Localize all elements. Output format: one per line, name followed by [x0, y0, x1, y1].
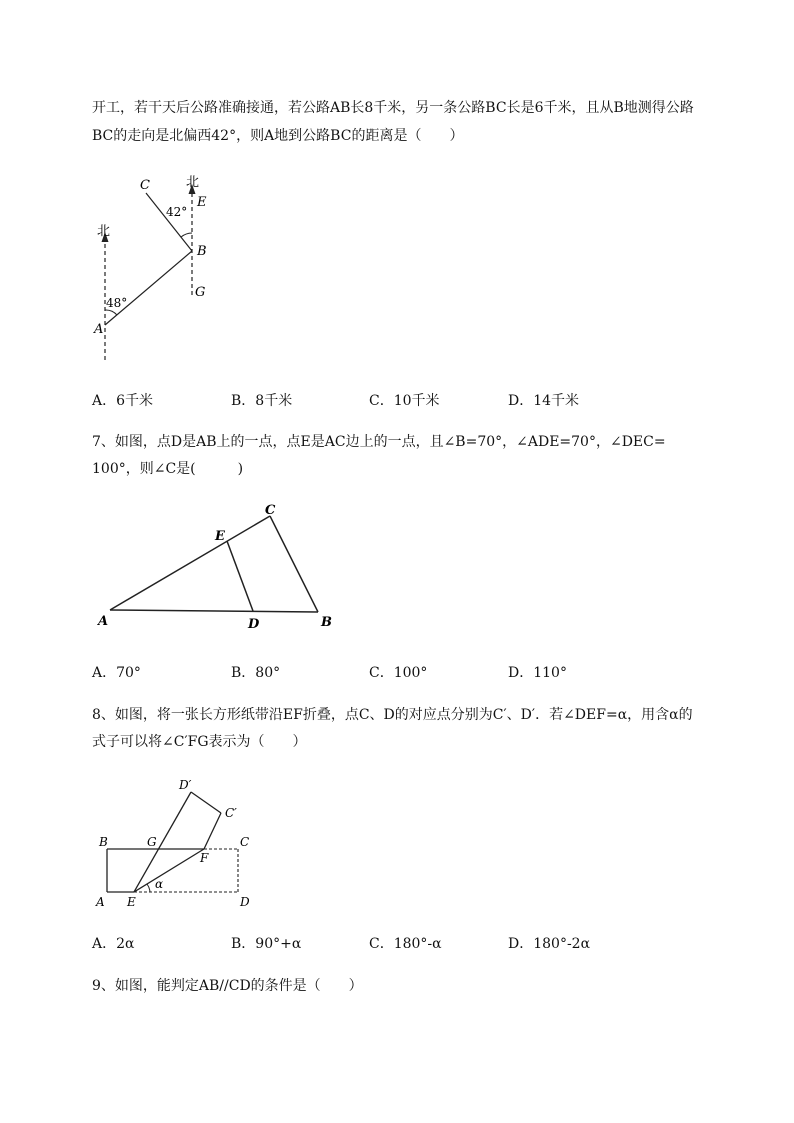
q8-label-C-prime: C′: [225, 806, 237, 820]
q7-label-A: A: [98, 614, 109, 629]
q6-text-line-2: BC的走向是北偏西42°，则A地到公路BC的距离是（ ）: [92, 128, 464, 144]
q6-label-B: B: [197, 244, 207, 259]
q6-right-north-label: 北: [186, 175, 200, 190]
q6-angle-48: 48°: [106, 296, 128, 310]
q8-label-B: B: [99, 835, 108, 849]
q6-label-G: G: [195, 285, 206, 300]
q7-label-D: D: [248, 617, 260, 632]
q7-label-E: E: [215, 529, 225, 544]
q6-label-A: A: [94, 322, 104, 337]
q6-text-line-1: 开工，若干天后公路准确接通，若公路AB长8千米，另一条公路BC长是6千米，且从B地测得公路: [92, 100, 694, 116]
q7-text-line-1: 7、如图，点D是AB上的一点，点E是AC边上的一点，且∠B=70°，∠ADE=70°，∠DEC=: [92, 434, 666, 450]
q6-option-b[interactable]: B．8千米: [231, 393, 293, 409]
q8-label-E: E: [127, 895, 136, 909]
q8-edge-C-prime-F: [204, 813, 221, 849]
q8-label-alpha: α: [155, 877, 164, 891]
q7-text-line-2: 100°，则∠C是( ): [92, 461, 244, 477]
q8-label-C: C: [240, 835, 250, 849]
q8-edge-D-prime-C-prime: [191, 792, 221, 813]
q7-label-B: B: [321, 615, 332, 630]
q8-text-line-2: 式子可以将∠C′FG表示为（ ）: [92, 734, 307, 750]
q8-label-G: G: [147, 835, 157, 849]
q8-options: [92, 934, 692, 954]
q8-label-D-prime: D′: [179, 778, 192, 792]
q6-label-E: E: [197, 195, 207, 210]
q8-option-b[interactable]: B．90°+α: [231, 936, 302, 952]
q6-option-c[interactable]: C．10千米: [369, 393, 440, 409]
q7-label-C: C: [265, 503, 276, 518]
q8-text-line-1: 8、如图，将一张长方形纸带沿EF折叠，点C、D的对应点分别为C′、D′．若∠DEF=α，用含α的: [92, 707, 693, 723]
q6-option-d[interactable]: D．14千米: [508, 393, 580, 409]
q8-label-D: D: [240, 895, 250, 909]
q8-angle-arc-alpha: [147, 884, 150, 892]
q7-option-c[interactable]: C．100°: [369, 665, 428, 681]
q8-fold-EF: [134, 849, 204, 892]
q7-option-b[interactable]: B．80°: [231, 665, 281, 681]
q6-left-north-label: 北: [97, 224, 111, 239]
q6-angle-42: 42°: [166, 205, 188, 219]
q8-label-A: A: [96, 895, 105, 909]
q8-label-F: F: [200, 851, 209, 865]
q8-option-a[interactable]: A．2α: [92, 936, 135, 952]
q8-option-c[interactable]: C．180°-α: [369, 936, 442, 952]
q6-option-a[interactable]: A．6千米: [92, 393, 154, 409]
q6-label-C: C: [140, 178, 150, 193]
q8-option-d[interactable]: D．180°-2α: [508, 936, 591, 952]
q7-option-a[interactable]: A．70°: [92, 665, 141, 681]
q7-option-d[interactable]: D．110°: [508, 665, 567, 681]
q9-text-line-1: 9、如图，能判定AB//CD的条件是（ ）: [92, 978, 363, 994]
